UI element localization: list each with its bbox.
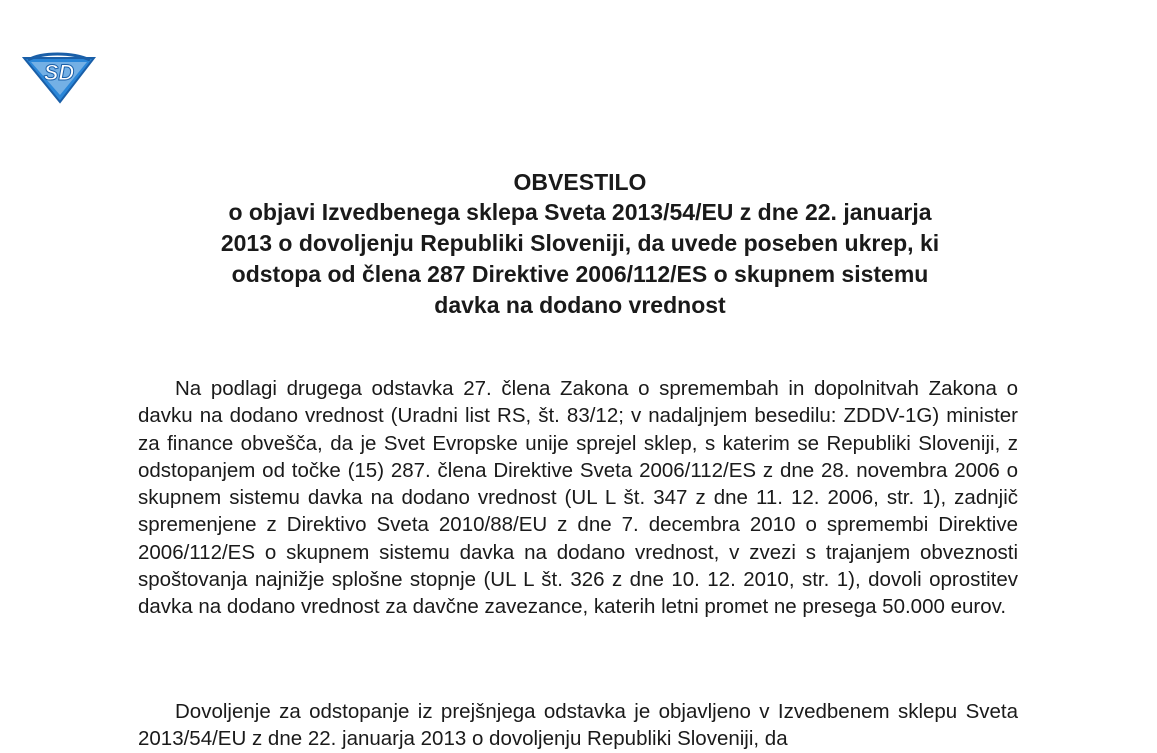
page-title: OBVESTILO xyxy=(513,169,647,195)
paragraph-1: Na podlagi drugega odstavka 27. člena Zakona o spremembah in dopolnitvah Zakona o davku na dodano vrednost (Uradni list RS, št. 83/12; v nadaljnjem besedilu: ZDDV-1G) minister za finance obvešča, da je Svet Evropske unije sprejel sklep, s katerim se Republiki Sloveniji, z odstopanjem od točke (15) 287. člena Direktive Sveta 2006/112/ES z dne 28. novembra 2006 o skupnem sistemu davka na dodano vrednost (UL L št. 347 z dne 11. 12. 2006, str. 1), zadnjič spremenjene z Direktivo Sveta 2010/88/EU z dne 7. decembra 2010 o spremembi Direktive 2006/112/ES o skupnem sistemu davka na dodano vrednost, v zvezi s trajanjem obveznosti spoštovanja najnižje splošne stopnje (UL L št. 326 z dne 10. 12. 2010, str. 1), dovoli oprostitev davka na dodano vrednost za davčne zavezance, katerih letni promet ne presega 50.000 eurov. xyxy=(138,377,1018,619)
sd-logo-icon xyxy=(22,50,96,104)
logo xyxy=(22,50,96,104)
logo-text: SD xyxy=(43,60,75,85)
subtitle-line: davka na dodano vrednost xyxy=(434,292,726,318)
subtitle-line: odstopa od člena 287 Direktive 2006/112/ES o skupnem sistemu xyxy=(231,261,929,287)
subtitle-line: 2013 o dovoljenju Republiki Sloveniji, da uvede poseben ukrep, ki xyxy=(220,230,940,256)
paragraph-2: Dovoljenje za odstopanje iz prejšnjega odstavka je objavljeno v Izvedbenem sklepu Sveta 2013/54/EU z dne 22. januarja 2013 o dovoljenju Republiki Sloveniji, da xyxy=(138,700,1018,751)
subtitle xyxy=(150,197,1010,321)
subtitle-line: o objavi Izvedbenega sklepa Sveta 2013/54/EU z dne 22. januarja xyxy=(228,199,932,225)
notice-title-block xyxy=(150,167,1010,321)
